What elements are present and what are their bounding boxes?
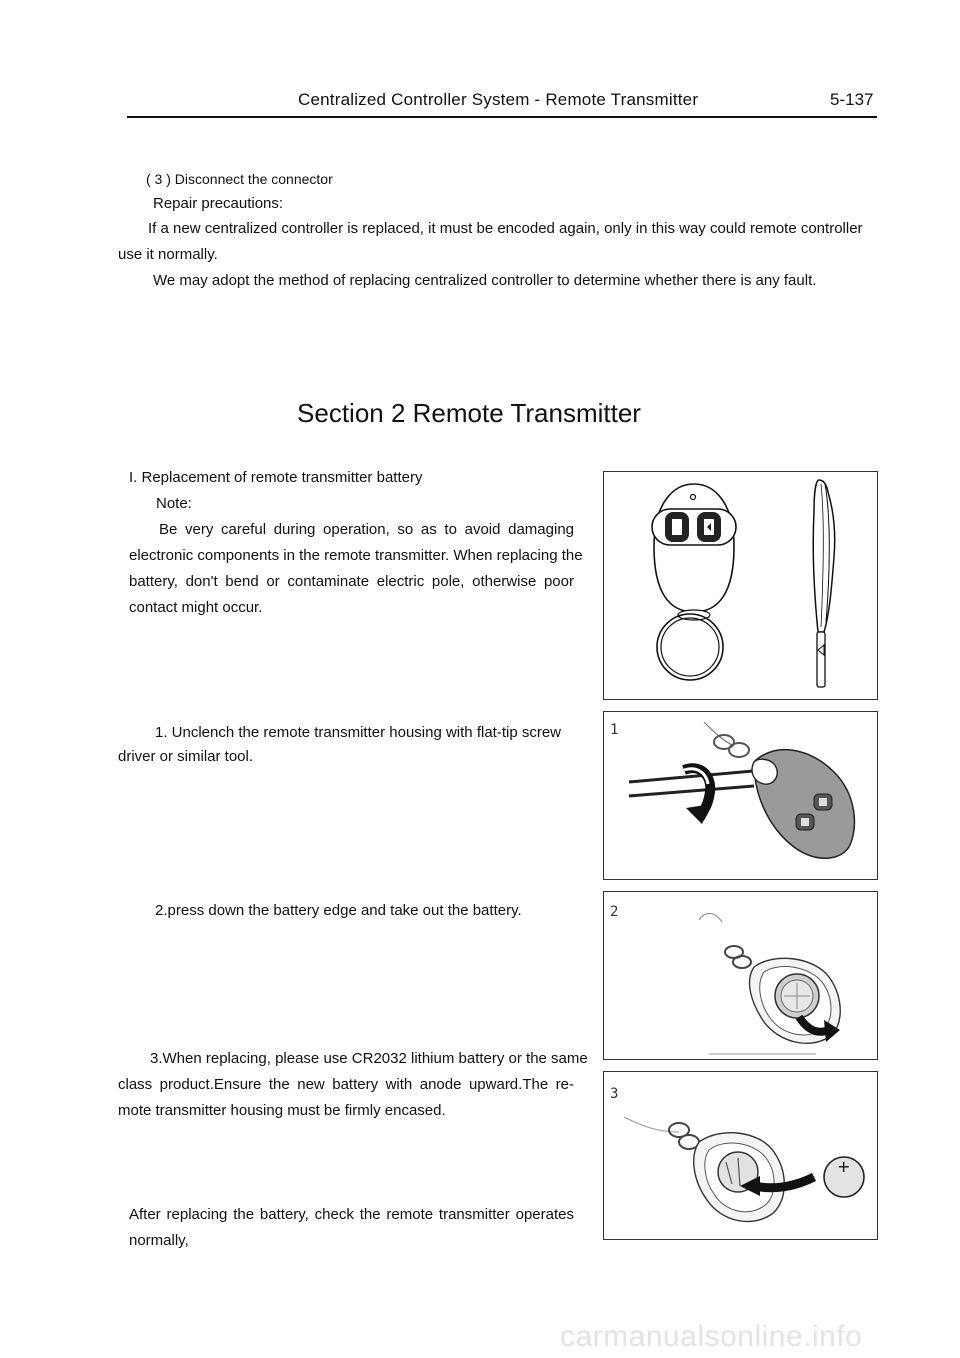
note-line3: battery, don't bend or contaminate electric pole, otherwise poor bbox=[129, 573, 574, 590]
step2-figure bbox=[603, 891, 878, 1060]
figure2-label: 2 bbox=[610, 904, 619, 920]
precaution-paragraph-line1: If a new centralized controller is replaced, it must be encoded again, only in this way could remote controller bbox=[148, 220, 863, 237]
section-title: Section 2 Remote Transmitter bbox=[297, 398, 641, 428]
step3-line3: mote transmitter housing must be firmly encased. bbox=[118, 1102, 446, 1119]
page-header-title: Centralized Controller System - Remote Transmitter bbox=[298, 90, 699, 109]
precaution-paragraph-2: We may adopt the method of replacing centralized controller to determine whether there is any fault. bbox=[153, 272, 817, 289]
header-divider bbox=[127, 116, 877, 118]
step3-line2: class product.Ensure the new battery with anode upward.The re- bbox=[118, 1076, 574, 1093]
figure3-label: 3 bbox=[610, 1086, 619, 1102]
remote-key-fob-illustration bbox=[604, 472, 877, 699]
watermark: carmanualsonline.info bbox=[560, 1320, 863, 1353]
battery-plus-symbol: + bbox=[837, 1157, 851, 1176]
step1-figure bbox=[603, 711, 878, 880]
after-replacing-line2: normally, bbox=[129, 1232, 189, 1249]
note-line4: contact might occur. bbox=[129, 599, 263, 616]
step1-line1: 1. Unclench the remote transmitter housing with flat-tip screw bbox=[155, 724, 562, 741]
insert-battery-illustration bbox=[604, 1072, 877, 1239]
note-label: Note: bbox=[156, 495, 192, 512]
repair-precautions-label: Repair precautions: bbox=[153, 195, 284, 212]
after-replacing-line1: After replacing the battery, check the remote transmitter operates bbox=[129, 1206, 574, 1223]
note-line1: Be very careful during operation, so as to avoid damaging bbox=[159, 521, 574, 538]
remove-battery-illustration bbox=[604, 892, 877, 1059]
battery-replacement-heading: I. Replacement of remote transmitter battery bbox=[129, 469, 423, 486]
unclench-housing-illustration bbox=[604, 712, 877, 879]
step3-line1: 3.When replacing, please use CR2032 lithium battery or the same bbox=[150, 1050, 588, 1067]
step2-text: 2.press down the battery edge and take out the battery. bbox=[155, 902, 522, 919]
disconnect-connector-step: ( 3 ) Disconnect the connector bbox=[146, 171, 333, 187]
note-line2: electronic components in the remote transmitter. When replacing the bbox=[129, 547, 583, 564]
figure1-label: 1 bbox=[610, 722, 619, 738]
page-number: 5-137 bbox=[830, 90, 874, 109]
step1-line2: driver or similar tool. bbox=[118, 748, 254, 765]
remote-overview-figure bbox=[603, 471, 878, 700]
step3-figure bbox=[603, 1071, 878, 1240]
precaution-paragraph-line2: use it normally. bbox=[118, 246, 218, 263]
